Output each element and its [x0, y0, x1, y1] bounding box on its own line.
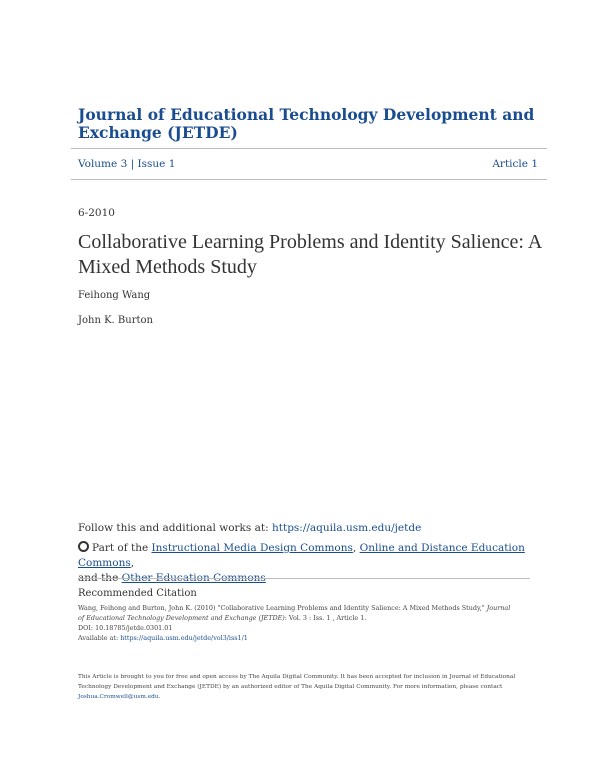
citation-block	[78, 603, 548, 643]
follow-url-link[interactable]: https://aquila.usm.edu/jetde	[272, 522, 422, 534]
citation-journal-b: of Educational Technology Development and Exchange (JETDE)	[78, 614, 285, 622]
divider-bottom	[71, 179, 547, 180]
separator: |	[130, 158, 135, 170]
part-of-prefix: Part of the	[92, 542, 152, 554]
citation-vol: : Vol. 3 : Iss. 1 , Article 1.	[284, 614, 367, 622]
author-2[interactable]: John K. Burton	[78, 315, 153, 326]
comma: ,	[130, 557, 135, 569]
open-access-icon	[78, 541, 89, 552]
issue-link[interactable]: Issue 1	[137, 158, 176, 170]
contact-email-link[interactable]: Joshua.Cromwell@usm.edu	[78, 694, 159, 700]
citation-doi: DOI: 10.18785/jetde.0301.01	[78, 624, 173, 632]
available-url-link[interactable]: https://aquila.usm.edu/jetde/vol3/iss1/1	[120, 634, 248, 642]
commons-link-online-distance[interactable]: Online and Distance Education Commons	[78, 542, 525, 569]
commons-link-other-education[interactable]: Other Education Commons	[121, 572, 266, 584]
citation-line1: Wang, Feihong and Burton, John K. (2010) "Collaborative Learning Problems and Identity Salience: A Mixed Methods Study,"	[78, 604, 487, 612]
and-the-text: and the	[78, 572, 122, 584]
comma: ,	[352, 542, 360, 554]
follow-line	[78, 522, 421, 534]
divider-citation	[78, 578, 530, 579]
recommended-citation-heading: Recommended Citation	[78, 588, 197, 599]
volume-issue-line	[78, 158, 538, 170]
follow-prefix: Follow this and additional works at:	[78, 522, 272, 534]
part-of-block	[78, 541, 548, 586]
paper-title: Collaborative Learning Problems and Identity Salience: A Mixed Methods Study	[78, 231, 542, 278]
commons-link-instructional-media[interactable]: Instructional Media Design Commons	[151, 542, 353, 554]
journal-title[interactable]: Journal of Educational Technology Development and Exchange (JETDE)	[78, 105, 535, 142]
footer-text: This Article is brought to you for free and open access by The Aquila Digital Community. It has been accepted for inclusion in Journal of Educational Technology Development and Exchange (JETDE) by an authorized editor of The Aquila Digital Community. For more information, please contact	[78, 674, 516, 690]
article-link[interactable]: Article 1	[492, 158, 538, 170]
citation-journal-a: Journal	[486, 604, 511, 612]
footer-notice	[78, 672, 548, 702]
author-1[interactable]: Feihong Wang	[78, 290, 151, 301]
divider-top	[71, 148, 547, 149]
footer-end: .	[158, 694, 161, 700]
volume-link[interactable]: Volume 3	[78, 158, 128, 170]
available-prefix: Available at:	[78, 634, 121, 642]
publication-date: 6-2010	[78, 207, 115, 219]
